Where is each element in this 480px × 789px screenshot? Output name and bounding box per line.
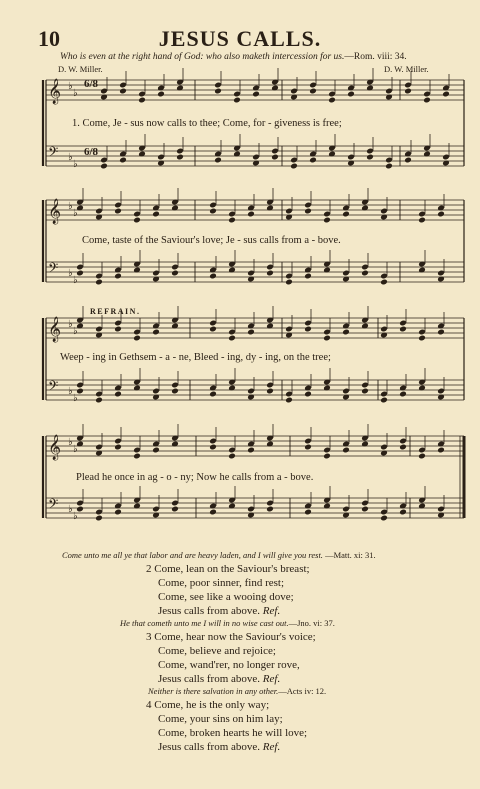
- flat-icon: ♭: [68, 437, 73, 448]
- note-head: [209, 391, 217, 398]
- treble-clef-icon: 𝄞: [48, 435, 62, 460]
- time-signature-treble: 6/8: [84, 78, 99, 90]
- note-head: [114, 208, 122, 215]
- bass-clef-icon: 𝄢: [48, 496, 59, 515]
- note-head: [171, 270, 179, 277]
- note-head: [323, 335, 331, 342]
- note-head: [114, 391, 122, 398]
- note-head: [114, 326, 122, 333]
- composer-left: D. W. Miller.: [58, 64, 103, 74]
- verse-3-line-1: 3 Come, hear now the Saviour's voice;: [146, 631, 316, 643]
- note-head: [437, 211, 445, 218]
- note-head: [209, 509, 217, 516]
- flat-icon: ♭: [68, 386, 73, 397]
- note-head: [133, 217, 141, 224]
- scripture-verse-2: Come unto me all ye that labor and are heavy laden, and I will give you rest. —Matt. xi: 31.: [62, 550, 376, 560]
- note-head: [380, 397, 388, 404]
- flat-icon: ♭: [68, 201, 73, 212]
- note-head: [233, 97, 241, 104]
- treble-clef-icon: 𝄞: [48, 79, 62, 104]
- note-head: [247, 329, 255, 336]
- verse-2-line-4: Jesus calls from above. Ref.: [158, 605, 281, 617]
- note-head: [214, 157, 222, 164]
- lyric-line-3: Weep - ing in Gethsem - a - ne, Bleed - ing, dy - ing, on the tree;: [60, 352, 331, 363]
- note-head: [228, 453, 236, 460]
- note-head: [323, 217, 331, 224]
- time-signature-bass: 6/8: [84, 146, 99, 158]
- flat-icon: ♭: [73, 208, 78, 219]
- note-head: [266, 388, 274, 395]
- note-head: [114, 509, 122, 516]
- note-head: [399, 391, 407, 398]
- epigraph-text: Who is even at the right hand of God: who also maketh intercession for us.: [60, 52, 345, 62]
- note-head: [119, 88, 127, 95]
- note-head: [399, 444, 407, 451]
- note-head: [342, 447, 350, 454]
- verse-2-line-3: Come, see like a wooing dove;: [158, 591, 294, 603]
- bass-clef-icon: 𝄢: [48, 378, 59, 397]
- note-head: [309, 157, 317, 164]
- note-head: [285, 279, 293, 286]
- note-head: [399, 326, 407, 333]
- note-head: [95, 279, 103, 286]
- flat-icon: ♭: [73, 326, 78, 337]
- hymn-title: JESUS CALLS.: [158, 26, 322, 51]
- note-head: [152, 329, 160, 336]
- flat-icon: ♭: [73, 275, 78, 286]
- note-head: [100, 163, 108, 170]
- composer-right: D. W. Miller.: [384, 64, 429, 74]
- note-head: [361, 388, 369, 395]
- treble-clef-icon: 𝄞: [48, 317, 62, 342]
- note-head: [152, 211, 160, 218]
- verse-3-line-2: Come, believe and rejoice;: [158, 645, 276, 657]
- flat-icon: ♭: [73, 159, 78, 170]
- note-head: [423, 97, 431, 104]
- note-head: [385, 163, 393, 170]
- note-head: [418, 453, 426, 460]
- verse-2-line-2: Come, poor sinner, find rest;: [158, 577, 285, 589]
- note-head: [290, 163, 298, 170]
- note-head: [328, 97, 336, 104]
- note-head: [214, 88, 222, 95]
- note-head: [437, 447, 445, 454]
- flat-icon: ♭: [73, 393, 78, 404]
- note-head: [285, 397, 293, 404]
- note-head: [152, 447, 160, 454]
- bass-clef-icon: 𝄢: [48, 260, 59, 279]
- note-head: [228, 335, 236, 342]
- verse-4-line-1: 4 Come, he is the only way;: [146, 699, 270, 711]
- note-head: [247, 211, 255, 218]
- note-head: [252, 91, 260, 98]
- note-head: [366, 154, 374, 161]
- note-head: [404, 88, 412, 95]
- note-head: [342, 211, 350, 218]
- note-head: [309, 88, 317, 95]
- flat-icon: ♭: [68, 319, 73, 330]
- note-head: [418, 217, 426, 224]
- note-head: [323, 453, 331, 460]
- epigraph-ref: —Rom. viii: 34.: [344, 52, 407, 62]
- note-head: [119, 157, 127, 164]
- note-head: [247, 447, 255, 454]
- bass-clef-icon: 𝄢: [48, 144, 59, 163]
- flat-icon: ♭: [68, 504, 73, 515]
- note-head: [133, 453, 141, 460]
- note-head: [342, 329, 350, 336]
- verse-2-line-1: 2 Come, lean on the Saviour's breast;: [146, 563, 310, 575]
- flat-icon: ♭: [73, 88, 78, 99]
- note-head: [304, 391, 312, 398]
- note-head: [95, 397, 103, 404]
- note-head: [209, 208, 217, 215]
- treble-clef-icon: 𝄞: [48, 199, 62, 224]
- flat-icon: ♭: [73, 511, 78, 522]
- flat-icon: ♭: [73, 444, 78, 455]
- lyric-line-2: Come, taste of the Saviour's love; Je - sus calls from a - bove.: [82, 235, 341, 246]
- note-head: [304, 509, 312, 516]
- flat-icon: ♭: [68, 81, 73, 92]
- verse-3-line-3: Come, wand'rer, no longer rove,: [158, 659, 300, 671]
- note-head: [209, 444, 217, 451]
- verse-4-line-2: Come, your sins on him lay;: [158, 713, 283, 725]
- note-head: [442, 91, 450, 98]
- note-head: [380, 279, 388, 286]
- note-head: [304, 208, 312, 215]
- note-head: [437, 329, 445, 336]
- note-head: [228, 217, 236, 224]
- note-head: [114, 444, 122, 451]
- note-head: [304, 444, 312, 451]
- note-head: [399, 509, 407, 516]
- note-head: [404, 157, 412, 164]
- verse-4-line-3: Come, broken hearts he will love;: [158, 727, 308, 739]
- note-head: [209, 273, 217, 280]
- note-head: [304, 273, 312, 280]
- note-head: [138, 97, 146, 104]
- note-head: [347, 91, 355, 98]
- note-head: [380, 515, 388, 522]
- note-head: [418, 335, 426, 342]
- verse-3-line-4: Jesus calls from above. Ref.: [158, 673, 281, 685]
- note-head: [361, 506, 369, 513]
- lyric-line-1: 1. Come, Je - sus now calls to thee; Come, for - giveness is free;: [72, 118, 342, 129]
- note-head: [176, 154, 184, 161]
- note-head: [171, 506, 179, 513]
- note-head: [114, 273, 122, 280]
- note-head: [157, 91, 165, 98]
- scripture-verse-4: Neither is there salvation in any other.—Acts iv: 12.: [148, 686, 327, 696]
- note-head: [271, 154, 279, 161]
- note-head: [133, 335, 141, 342]
- note-head: [209, 326, 217, 333]
- note-head: [171, 388, 179, 395]
- note-head: [266, 506, 274, 513]
- page-number: 10: [38, 26, 60, 51]
- verse-4-line-4: Jesus calls from above. Ref.: [158, 741, 281, 753]
- note-head: [361, 270, 369, 277]
- flat-icon: ♭: [68, 268, 73, 279]
- flat-icon: ♭: [68, 152, 73, 163]
- note-head: [266, 270, 274, 277]
- lyric-line-4: Plead he once in ag - o - ny; Now he calls from a - bove.: [76, 472, 314, 483]
- note-head: [304, 326, 312, 333]
- refrain-label: REFRAIN.: [90, 307, 141, 316]
- scripture-verse-3: He that cometh unto me I will in no wise cast out.—Jno. vi: 37.: [120, 618, 335, 628]
- note-head: [95, 515, 103, 522]
